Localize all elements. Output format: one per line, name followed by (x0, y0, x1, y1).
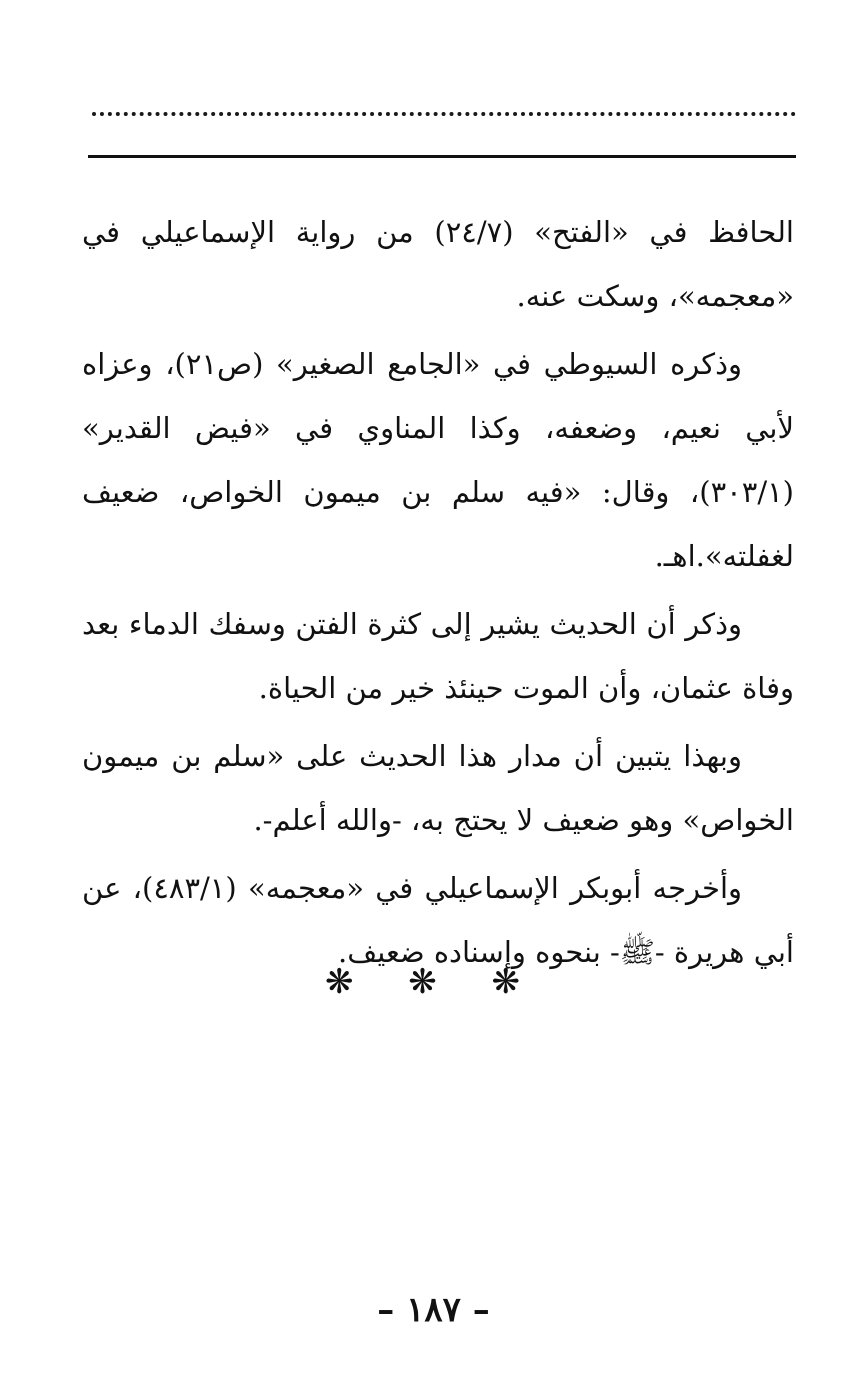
paragraph-fitan: وذكر أن الحديث يشير إلى كثرة الفتن وسفك الدماء بعد وفاة عثمان، وأن الموت حينئذ خير من الحياة. (82, 607, 794, 705)
paragraph-suyuti: وذكره السيوطي في «الجامع الصغير» (ص٢١)، وعزاه لأبي نعيم، وضعفه، وكذا المناوي في «فيض القدير» (٣٠٣/١)، وقال: «فيه سلم بن ميمون الخواص، ضعيف لغفلته».اهـ. (82, 347, 794, 573)
header-rule (88, 155, 796, 158)
paragraph-ismaili: وأخرجه أبوبكر الإسماعيلي في «معجمه» (٤٨٣/١)، عن أبي هريرة -ﷺ- بنحوه وإسناده ضعيف. (82, 871, 794, 969)
paragraph-conclusion: وبهذا يتبين أن مدار هذا الحديث على «سلم بن ميمون الخواص» وهو ضعيف لا يحتج به، -والله أعلم-. (82, 739, 794, 837)
page-number: – ١٨٧ – (377, 1290, 490, 1330)
section-divider-stars: ❋ ❋ ❋ (324, 962, 543, 1002)
paragraph-continuation: الحافظ في «الفتح» (٢٤/٧) من رواية الإسماعيلي في «معجمه»، وسكت عنه. (82, 215, 794, 313)
body-text (82, 200, 794, 988)
dotted-separator (92, 112, 796, 116)
